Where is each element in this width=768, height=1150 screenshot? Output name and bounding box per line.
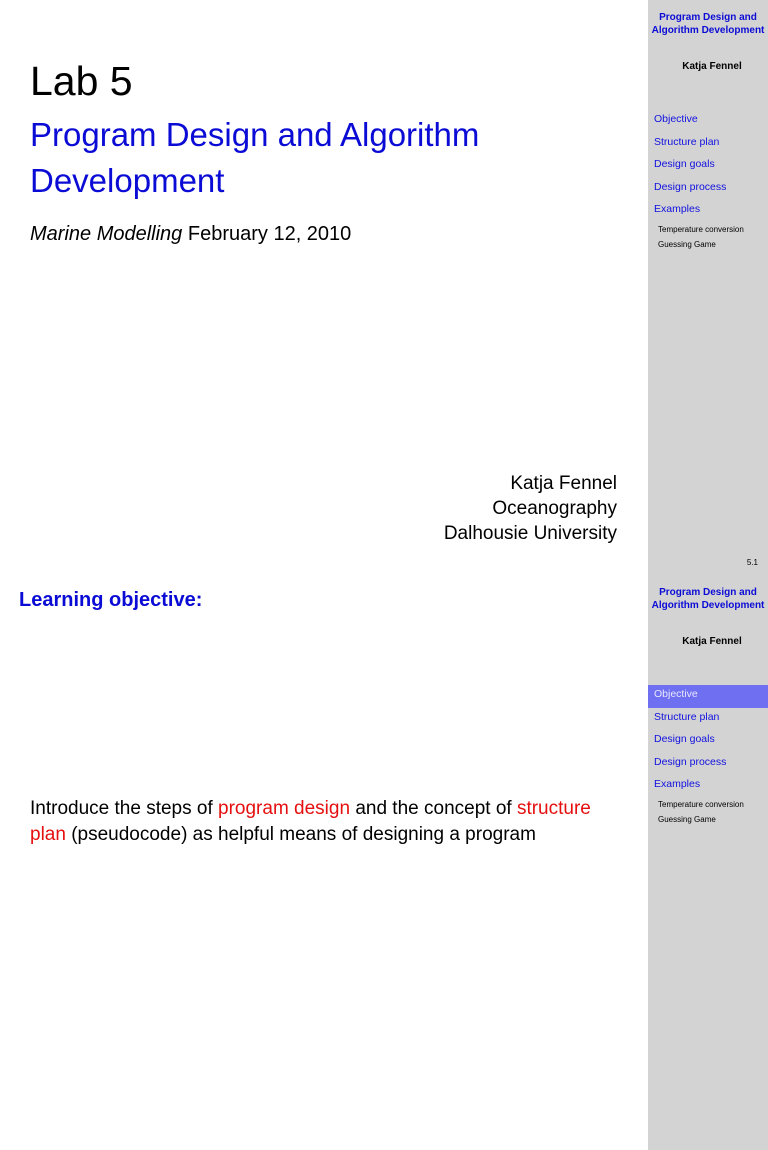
sidebar-author[interactable]: Katja Fennel (682, 61, 742, 72)
presentation-title: Program Design and Algorithm Development (30, 116, 480, 199)
sidebar-item-structure-plan[interactable]: Structure plan (654, 710, 720, 723)
objective-text-part: and the concept of (350, 798, 517, 819)
objective-text-part: (pseudocode) as helpful means of designing a program (65, 824, 536, 845)
sidebar-subitem-temperature-conversion[interactable]: Temperature conversion (658, 799, 744, 809)
sidebar-item-examples[interactable]: Examples (654, 778, 701, 791)
sidebar-item-objective[interactable]: Objective (648, 685, 768, 708)
sidebar-title[interactable]: Program Design and Algorithm Development (651, 587, 765, 611)
sidebar-nav (648, 110, 768, 253)
sidebar (648, 575, 768, 1150)
sidebar-nav (648, 685, 768, 828)
presentation-date: February 12, 2010 (187, 223, 352, 245)
frame-title: Learning objective: (19, 589, 203, 611)
slide-2 (0, 575, 768, 1150)
author-university: Dalhousie University (443, 523, 617, 544)
sidebar-item-design-goals[interactable]: Design goals (654, 158, 715, 171)
highlight-structure-plan: structure plan (30, 798, 591, 845)
objective-text-part: Introduce the steps of (30, 798, 219, 819)
highlight-program-design: program design (218, 798, 351, 819)
author-department: Oceanography (492, 498, 617, 519)
sidebar-subitem-guessing-game[interactable]: Guessing Game (658, 239, 716, 249)
sidebar-item-structure-plan[interactable]: Structure plan (654, 135, 720, 148)
sidebar-item-objective[interactable]: Objective (654, 113, 698, 125)
sidebar-item-design-process[interactable]: Design process (654, 180, 727, 193)
course-date-line (30, 223, 351, 246)
sidebar-item-design-process[interactable]: Design process (654, 755, 727, 768)
objective-text (30, 796, 620, 848)
sidebar-item-examples[interactable]: Examples (654, 203, 701, 216)
author-block (444, 471, 617, 546)
page-number: 5.1 (746, 558, 758, 567)
sidebar-item-design-goals[interactable]: Design goals (654, 733, 715, 746)
sidebar-author[interactable]: Katja Fennel (682, 636, 742, 647)
slide-main (0, 575, 648, 1150)
sidebar-subitem-guessing-game[interactable]: Guessing Game (658, 814, 716, 824)
sidebar (648, 0, 768, 575)
course-name: Marine Modelling (30, 223, 183, 245)
sidebar-title[interactable]: Program Design and Algorithm Development (651, 12, 765, 36)
author-name: Katja Fennel (510, 473, 617, 494)
lab-title: Lab 5 (30, 58, 133, 104)
slide-main (0, 0, 648, 575)
sidebar-subitem-temperature-conversion[interactable]: Temperature conversion (658, 224, 744, 234)
